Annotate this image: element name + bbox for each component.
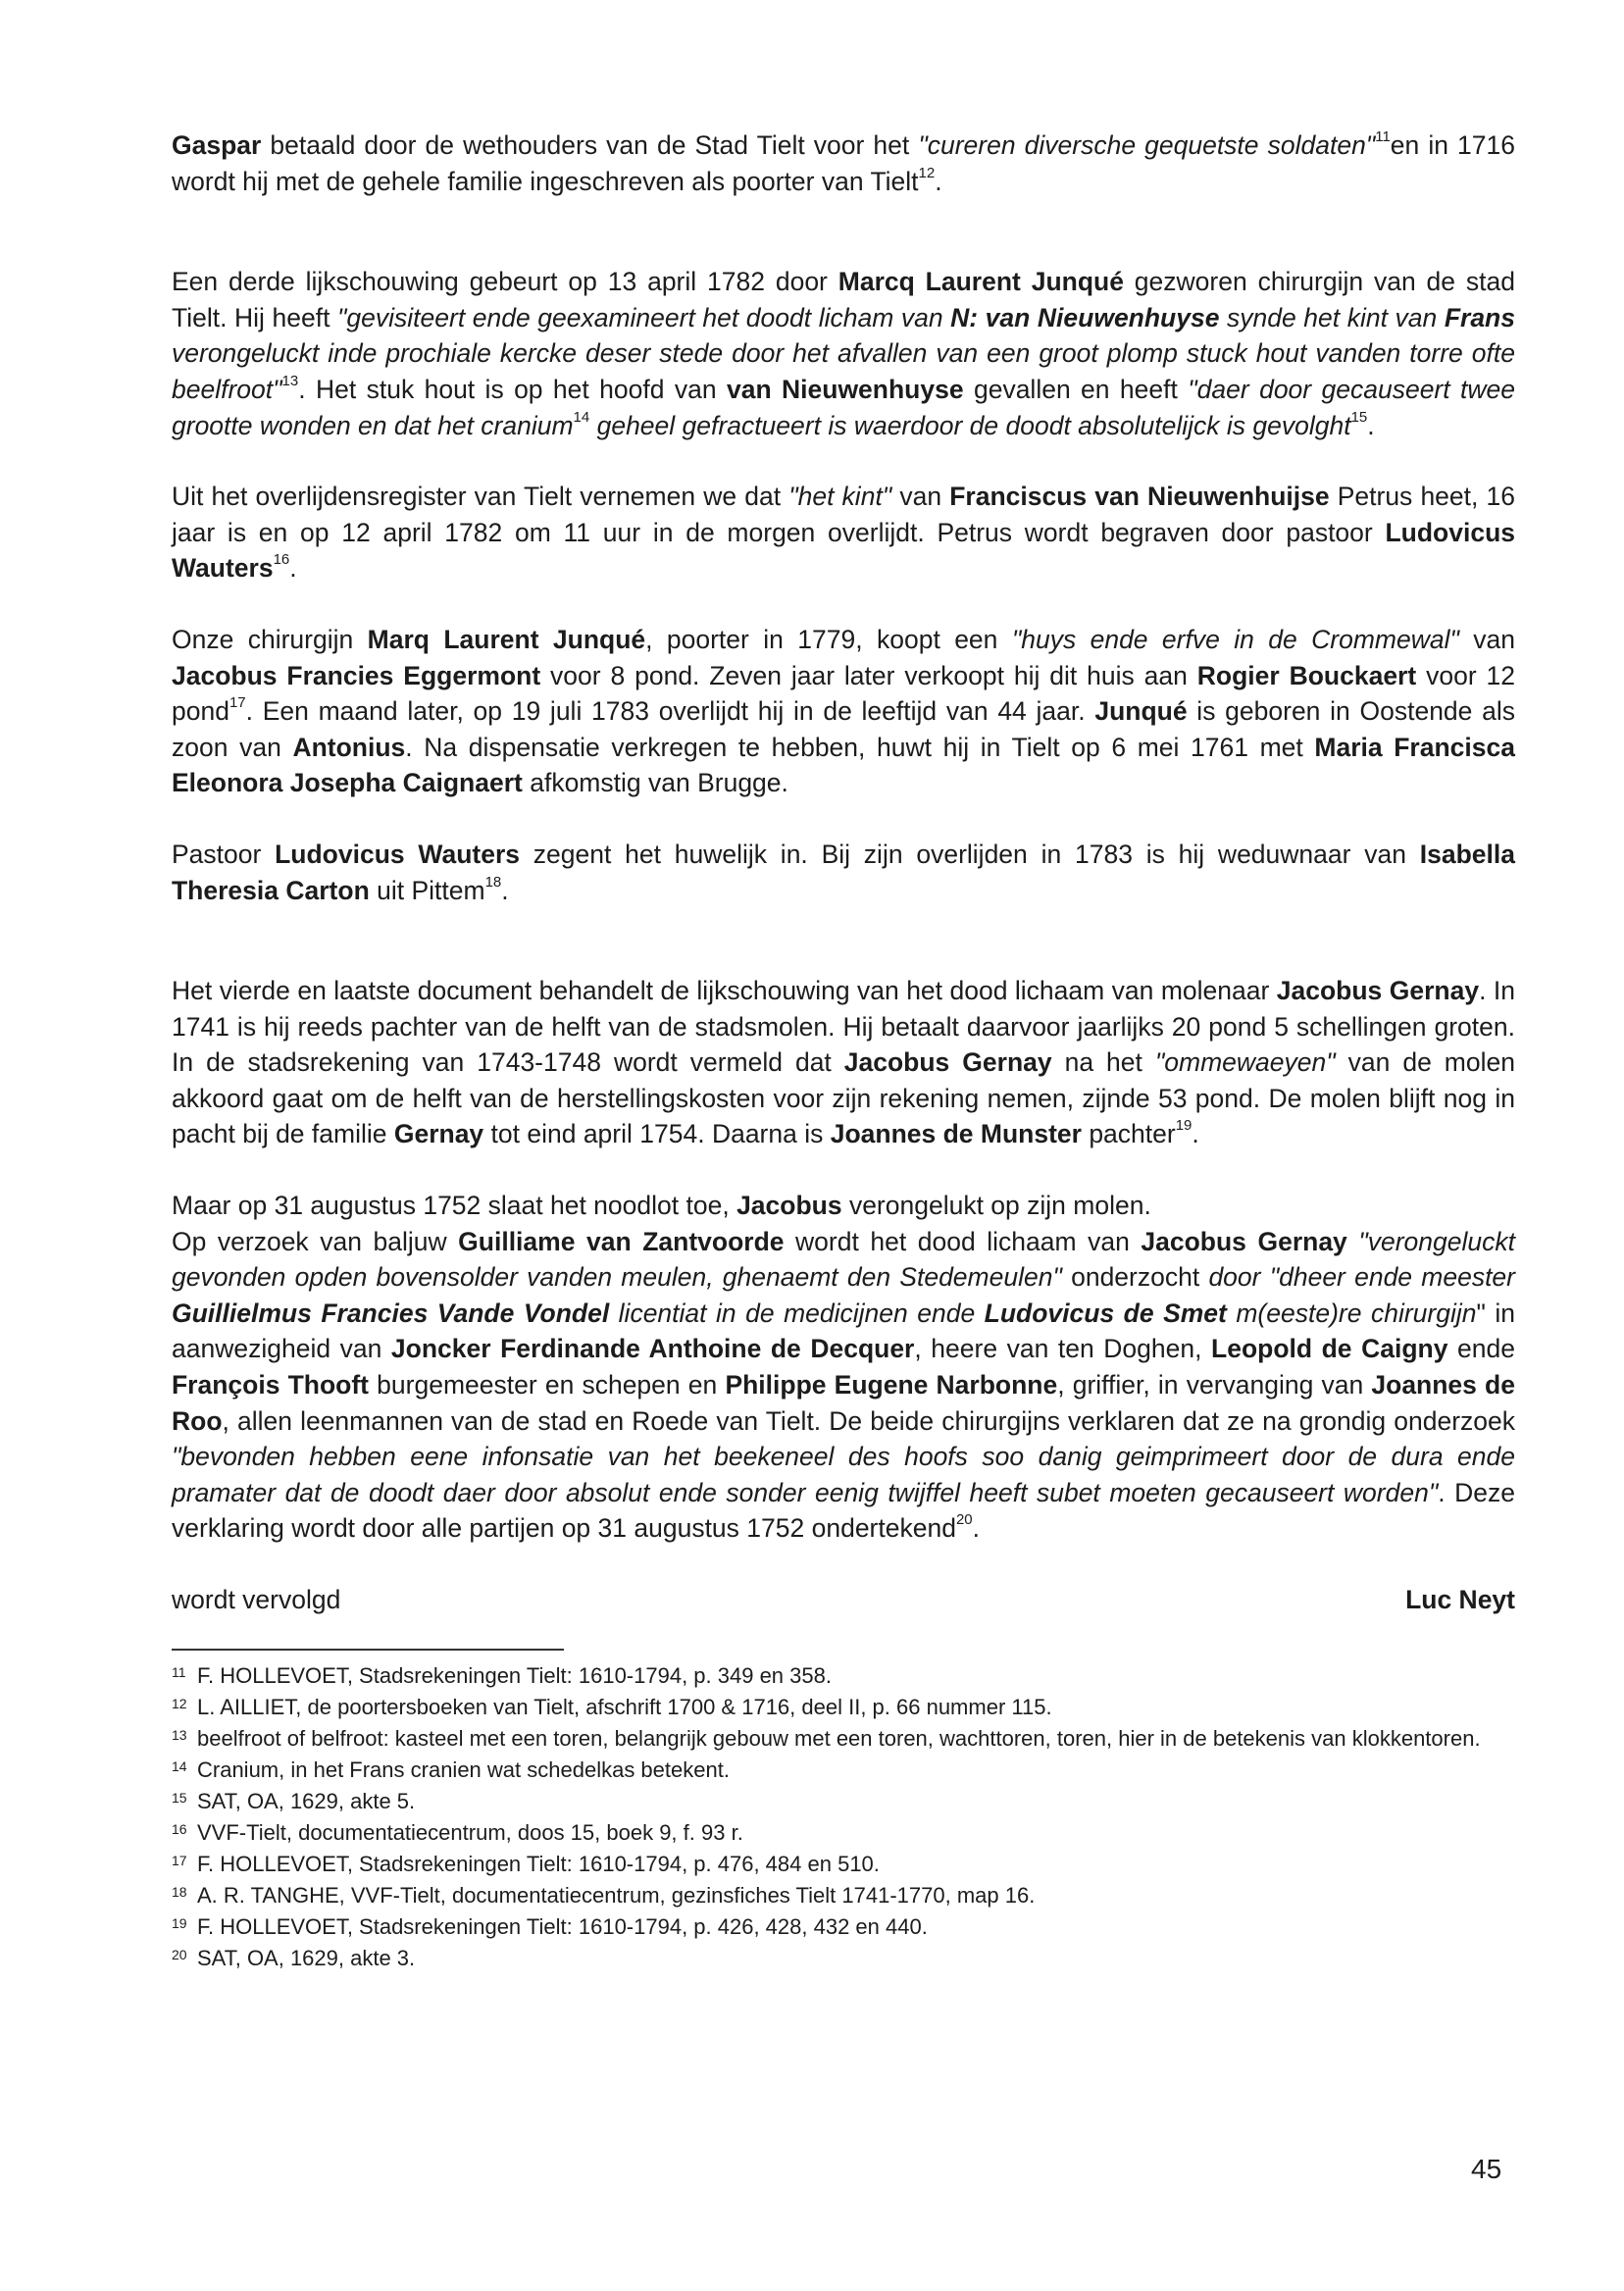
text-run: "bevonden hebben eene infonsatie van het beekeneel des hoofs soo danig geimprimeert door de dura ende pramater dat de doodt daer door absolut ende sonder eenig twijffel heeft subet moeten gecauseert worden" bbox=[172, 1442, 1515, 1507]
text-run: "huys ende erfve in de Crommewal" bbox=[1011, 624, 1459, 654]
text-run: . bbox=[1192, 1119, 1199, 1149]
text-run: van de molen akkoord gaat om de helft van de herstellingskosten voor zijn rekening nemen, zijnde 53 pond. De molen blijft nog in pacht bij de familie bbox=[172, 1047, 1515, 1149]
text-run: Antonius bbox=[292, 732, 406, 762]
document-page bbox=[172, 127, 1515, 1974]
footnote-number: 18 bbox=[172, 1884, 187, 1900]
text-run: . Een maand later, op 19 juli 1783 overlijdt hij in de leeftijd van 44 jaar. bbox=[245, 696, 1095, 727]
text-run: gezworen chirurgijn van de stad Tielt. Hij heeft bbox=[172, 267, 1515, 332]
text-run: Gernay bbox=[393, 1119, 484, 1149]
paragraph-4 bbox=[172, 622, 1515, 801]
text-run: door "dheer ende meester bbox=[1208, 1262, 1515, 1293]
footnote-number: 15 bbox=[172, 1790, 187, 1806]
text-run: N: van Nieuwenhuyse bbox=[950, 302, 1220, 332]
text-run: onderzocht bbox=[1061, 1262, 1209, 1293]
footnote-text: SAT, OA, 1629, akte 5. bbox=[197, 1789, 416, 1813]
text-run: " in aanwezigheid van bbox=[172, 1298, 1515, 1364]
footnote bbox=[172, 1849, 1515, 1880]
text-run: , poorter in 1779, koopt een bbox=[645, 624, 1012, 654]
footnote-number: 17 bbox=[172, 1853, 187, 1868]
text-run: zegent het huwelijk in. Bij zijn overlijden in 1783 is hij weduwnaar van bbox=[520, 839, 1420, 869]
text-run: Maar op 31 augustus 1752 slaat het noodlot toe, bbox=[172, 1191, 737, 1221]
text-run: Ludovicus Wauters bbox=[275, 839, 520, 869]
text-run: "cureren diversche gequetste soldaten" bbox=[918, 130, 1376, 160]
text-run: Onze chirurgijn bbox=[172, 624, 368, 654]
footnote-text: beelfroot of belfroot: kasteel met een toren, belangrijk gebouw met een toren, wachttoren, toren, hier in de betekenis van klokkentoren. bbox=[197, 1726, 1481, 1751]
footnote-text: L. AILLIET, de poortersboeken van Tielt, afschrift 1700 & 1716, deel II, p. 66 nummer 115. bbox=[197, 1695, 1052, 1719]
text-run: Franciscus van Nieuwenhuijse bbox=[949, 482, 1330, 512]
text-run: wordt het dood lichaam van bbox=[784, 1226, 1142, 1256]
page-number: 45 bbox=[1471, 2154, 1502, 2184]
footnote-divider bbox=[172, 1649, 564, 1651]
text-run: van Nieuwenhuyse bbox=[726, 374, 964, 404]
footnote-number: 14 bbox=[172, 1758, 187, 1774]
footnote-number: 20 bbox=[172, 1947, 187, 1962]
text-run: verongelukt op zijn molen. bbox=[841, 1191, 1151, 1221]
text-run: François Thooft bbox=[172, 1370, 370, 1400]
author-name: Luc Neyt bbox=[1405, 1585, 1515, 1614]
footnote-text: Cranium, in het Frans cranien wat schedelkas betekent. bbox=[197, 1757, 730, 1782]
footnote-text: SAT, OA, 1629, akte 3. bbox=[197, 1946, 416, 1970]
text-run: Jacobus Francies Eggermont bbox=[172, 660, 541, 690]
text-run: . bbox=[935, 166, 942, 196]
text-run: "verongeluckt gevonden opden bovensolder vanden meulen, ghenaemt den Stedemeulen" bbox=[172, 1226, 1516, 1293]
text-run: van bbox=[1458, 624, 1516, 654]
text-run: Petrus heet, 16 jaar is en op 12 april 1782 om 11 uur in de morgen overlijdt. Petrus wordt begraven door pastoor bbox=[172, 482, 1515, 547]
footnote bbox=[172, 1880, 1515, 1911]
text-run: "gevisiteert ende geexamineert het doodt licham van bbox=[337, 302, 951, 332]
text-run: "daer door gecauseert twee grootte wonden en dat het cranium bbox=[172, 374, 1515, 440]
footnotes bbox=[172, 1660, 1515, 1974]
footnote-ref: 20 bbox=[955, 1511, 973, 1529]
text-run: Het vierde en laatste document behandelt de lijkschouwing van het dood lichaam van molenaar bbox=[172, 976, 1277, 1006]
text-run: Guillielmus Francies Vande Vondel bbox=[172, 1298, 610, 1328]
text-run: uit Pittem bbox=[369, 875, 485, 905]
text-run: Ludovicus de Smet bbox=[984, 1298, 1227, 1328]
text-run: Leopold de Caigny bbox=[1211, 1334, 1448, 1364]
text-run: burgemeester en schepen en bbox=[369, 1370, 726, 1400]
footnote-number: 12 bbox=[172, 1696, 187, 1711]
text-run: gevallen en heeft bbox=[963, 374, 1189, 404]
text-run: , allen leenmannen van de stad en Roede van Tielt. De beide chirurgijns verklaren dat ze na grondig onderzoek bbox=[222, 1405, 1515, 1436]
text-run: Rogier Bouckaert bbox=[1196, 660, 1417, 690]
text-run: Uit het overlijdensregister van Tielt vernemen we dat bbox=[172, 482, 789, 512]
text-run: Marq Laurent Junqué bbox=[367, 624, 646, 654]
footnote-ref: 16 bbox=[273, 551, 290, 569]
continued-note: wordt vervolgd bbox=[172, 1585, 341, 1614]
text-run: Joannes de Munster bbox=[830, 1119, 1082, 1149]
text-run: . bbox=[972, 1513, 981, 1544]
text-run: licentiat in de medicijnen ende bbox=[609, 1298, 985, 1328]
footnote-text: VVF-Tielt, documentatiecentrum, doos 15, boek 9, f. 93 r. bbox=[197, 1820, 743, 1845]
text-run: Jacobus Gernay bbox=[1141, 1226, 1347, 1256]
footnote bbox=[172, 1911, 1515, 1943]
text-run: is geboren in Oostende als zoon van bbox=[172, 696, 1516, 762]
text-run: Op verzoek van baljuw bbox=[172, 1226, 459, 1256]
text-run: Een derde lijkschouwing gebeurt op 13 april 1782 door bbox=[172, 267, 838, 297]
footnote bbox=[172, 1723, 1515, 1755]
text-run: betaald door de wethouders van de Stad Tielt voor het bbox=[261, 130, 919, 160]
footnote-text: F. HOLLEVOET, Stadsrekeningen Tielt: 1610-1794, p. 349 en 358. bbox=[197, 1663, 832, 1688]
text-run: Joannes de Roo bbox=[172, 1370, 1515, 1436]
text-run: pachter bbox=[1081, 1119, 1176, 1149]
text-run: voor 8 pond. Zeven jaar later verkoopt hij dit huis aan bbox=[540, 660, 1197, 690]
footnote-ref: 11 bbox=[1375, 128, 1391, 145]
text-run: Pastoor bbox=[172, 839, 276, 869]
footnote bbox=[172, 1660, 1515, 1692]
footnote-number: 11 bbox=[172, 1664, 186, 1680]
footnote-ref: 13 bbox=[281, 372, 299, 389]
text-run: na het bbox=[1051, 1047, 1155, 1078]
paragraph-2 bbox=[172, 264, 1515, 443]
text-run: Gaspar bbox=[172, 130, 262, 160]
text-run: Jacobus bbox=[736, 1191, 842, 1221]
text-run: geheel gefractueert is waerdoor de doodt absolutelijck is gevolght bbox=[589, 410, 1351, 440]
footnote-ref: 12 bbox=[918, 164, 936, 181]
footnote bbox=[172, 1786, 1515, 1817]
signature-row bbox=[172, 1582, 1515, 1617]
footnote bbox=[172, 1692, 1515, 1723]
paragraph-5 bbox=[172, 837, 1515, 908]
text-run: . Het stuk hout is op het hoofd van bbox=[298, 374, 727, 404]
paragraph-7 bbox=[172, 1188, 1515, 1224]
text-run: van bbox=[891, 482, 950, 512]
text-run: . In 1741 is hij reeds pachter van de helft van de stadsmolen. Hij betaalt daarvoor jaarlijks 20 pond 5 schellingen groten. In de stadsrekening van 1743-1748 wordt vermeld dat bbox=[172, 976, 1515, 1078]
text-run: en in 1716 wordt hij met de gehele familie ingeschreven als poorter van Tielt bbox=[172, 130, 1515, 196]
text-run: . Deze verklaring wordt door alle partijen op 31 augustus 1752 ondertekend bbox=[172, 1477, 1515, 1544]
footnote bbox=[172, 1943, 1515, 1974]
footnote-number: 16 bbox=[172, 1821, 187, 1837]
text-run: synde het kint van bbox=[1219, 302, 1445, 332]
text-run: Philippe Eugene Narbonne bbox=[725, 1370, 1058, 1400]
text-run: , griffier, in vervanging van bbox=[1057, 1370, 1372, 1400]
text-run: m(eeste)re chirurgijn bbox=[1226, 1298, 1477, 1328]
footnote bbox=[172, 1817, 1515, 1849]
footnote-text: A. R. TANGHE, VVF-Tielt, documentatiecentrum, gezinsfiches Tielt 1741-1770, map 16. bbox=[197, 1883, 1036, 1908]
footnote-ref: 14 bbox=[573, 408, 590, 426]
text-run: Isabella Theresia Carton bbox=[172, 839, 1515, 905]
footnote-text: F. HOLLEVOET, Stadsrekeningen Tielt: 1610-1794, p. 476, 484 en 510. bbox=[197, 1852, 880, 1876]
text-run: . bbox=[501, 875, 509, 905]
text-run: voor 12 pond bbox=[172, 660, 1516, 727]
text-run: . bbox=[1367, 410, 1375, 440]
text-run: tot eind april 1754. Daarna is bbox=[483, 1119, 831, 1149]
footnote-number: 13 bbox=[172, 1727, 187, 1743]
text-run: Frans bbox=[1444, 302, 1515, 332]
text-run: Ludovicus Wauters bbox=[172, 517, 1515, 584]
footnote bbox=[172, 1755, 1515, 1786]
text-run: afkomstig van Brugge. bbox=[522, 768, 788, 798]
footnote-ref: 15 bbox=[1350, 408, 1368, 426]
text-run: . bbox=[289, 553, 297, 584]
text-run: verongeluckt inde prochiale kercke deser stede door het afvallen van een groot plomp stuck hout vanden torre ofte beelfroot" bbox=[172, 338, 1515, 404]
text-run: "ommewaeyen" bbox=[1154, 1047, 1336, 1078]
footnote-ref: 17 bbox=[228, 694, 246, 712]
text-run: ende bbox=[1447, 1334, 1515, 1364]
text-run: Maria Francisca Eleonora Josepha Caignaert bbox=[172, 732, 1515, 798]
footnote-ref: 18 bbox=[484, 873, 502, 891]
text-run: Junqué bbox=[1094, 696, 1188, 727]
paragraph-6 bbox=[172, 973, 1515, 1152]
text-run: "het kint" bbox=[788, 482, 892, 512]
footnote-ref: 19 bbox=[1175, 1117, 1193, 1135]
footnote-number: 19 bbox=[172, 1915, 187, 1931]
text-run: , heere van ten Doghen, bbox=[914, 1334, 1212, 1364]
text-run: Jacobus Gernay bbox=[843, 1047, 1052, 1078]
text-run: Marcq Laurent Junqué bbox=[837, 267, 1124, 297]
paragraph-1 bbox=[172, 127, 1515, 199]
text-run: Joncker Ferdinande Anthoine de Decquer bbox=[390, 1334, 915, 1364]
paragraph-8 bbox=[172, 1224, 1515, 1547]
text-run: . Na dispensatie verkregen te hebben, huwt hij in Tielt op 6 mei 1761 met bbox=[405, 732, 1315, 762]
footnote-text: F. HOLLEVOET, Stadsrekeningen Tielt: 1610-1794, p. 426, 428, 432 en 440. bbox=[197, 1914, 928, 1939]
text-run: Guilliame van Zantvoorde bbox=[458, 1226, 785, 1256]
paragraph-3 bbox=[172, 479, 1515, 586]
text-run: Jacobus Gernay bbox=[1276, 976, 1480, 1006]
